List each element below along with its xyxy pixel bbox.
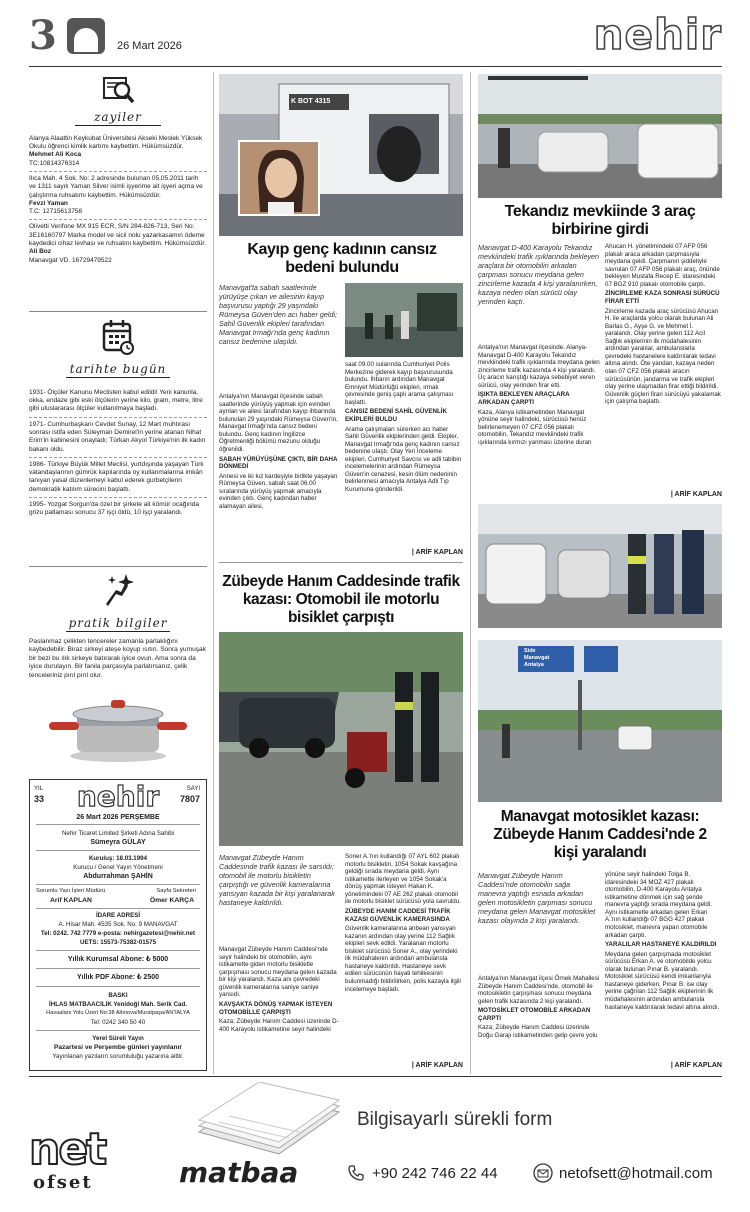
history-entry: 1971- Cumhurbaşkanı Cevdet Sunay, 12 Mart muhtırası sonrası istifa eden Süleyman Demirel'in yerine atanan Nihat Erim'in kabinesini onayladı; Türkan Akyol Türkiye'nin ilk kadın bakanı oldu.: [29, 417, 207, 454]
zayi-entry: Olivetti Verifone MX 915 ECR, S/N 284-826-713, Seri No: 3E16160797 Marka model ve sicil nolu yazarkasamın ödeme kaydedici cihaz levhası ve ruhsatını kaybettim. Hükümsüzdür. Ali Boz Manavgat VD. 16729479522: [29, 219, 207, 265]
sorumluluk-notu: Yayınlanan yazıların sorumluluğu yazarına aittir.: [52, 1053, 184, 1060]
story3-byline: | ARİF KAPLAN: [411, 1062, 463, 1069]
ad-brand-net: net: [29, 1124, 106, 1175]
baski-line-2: Havaalanı Yolu Üzeri No:38 Altınova/Muratpaşa/ANTALYA: [46, 1010, 190, 1016]
footer-rule: [29, 1076, 722, 1077]
baski-label: BASKI: [108, 992, 128, 999]
story1-lead: Manavgat'ta sabah saatlerinde yürüyüşe çıkan ve ailesinin kayıp başvurusu yaptığı 29 yaşındaki Rümeysa Güven'den acı haber geldi; Sahil Güvenlik ekipleri tarafından Manavgat Irmağı'nda genç kadının cansız bedenine ulaşıldı.: [219, 283, 338, 346]
history-entry: 1986- Türkiye Büyük Millet Meclisi, yurtdışında yaşayan Türk vatandaşlarının gümrük kapılarında oy kullanmalarına imkân tanıyan yasal düzenlemeyi kabul ederek gurbetçilerin demokratik katılım sürecini başlattı.: [29, 457, 207, 494]
zayi-entry: Ilıca Mah. 4 Sok. No: 2 adresinde bulunan 05.05.2011 tarih ve 1311 sayılı Yaman Silver isimli işyerime ait işyeri açma ve çalıştırma ruhsatımı kaybettim. Hükümsüzdür. Fevzi Yaman T.C: 12715613758: [29, 171, 207, 217]
zayiler-section: [29, 74, 207, 265]
ad-phone: +90 242 746 22 44: [372, 1165, 498, 1182]
idare-label: İDARE ADRESİ: [95, 912, 141, 919]
abone-kurumsal: Yıllık Kurumsal Abone: ₺ 5000: [67, 956, 169, 963]
baski-line-1: İHLAS MATBAACILIK Yenidoğl Mah. Serik Cad.: [49, 1001, 187, 1008]
history-entry: 1931- Ölçüler Kanunu Meclisten kabul edildi! Yeni kanunla, okka, endaze gibi eski ölçülerin yerine kilo, gram, metre, litre gibi uluslararası ölçüler kullanılmaya başladı.: [29, 388, 203, 413]
kurulus: Kuruluş: 18.03.1994: [88, 855, 148, 862]
story1-body-col2: saat 09.00 sularında Cumhuriyet Polis Merkezine giderek kayıp başvurusunda bulundu. İhbarın ardından Manavgat Emniyet Müdürlüğü ekipleri, ırmak çevresinde geniş çaplı arama çalışması başlattı. CANSIZ BEDENİ SAHİL GÜVENLİK EKİPLERİ BULDU Arama çalışmaları sürerken acı haber Sahil Güvenlik ekiplerinden geldi. Ekipler, Manavgat Irmağı'nda genç kadının cansız bedenine ulaştı. Olay Yeri İnceleme ekipleri, Cumhuriyet Savcısı ve adli tabibin incelemelerinin ardından Rümeysa Güven'in cenazesi, kesin ölüm nedeninin belirlenmesi amacıyla Antalya Adli Tıp Kurumuna gönderildi.: [345, 361, 462, 493]
header-rule: [29, 66, 722, 67]
boat-plate-text: K BOT 4315: [291, 98, 331, 105]
sorumlu-label: Sorumlu Yazı İşleri Müdürü: [36, 888, 106, 894]
yil-label: YIL: [34, 786, 44, 792]
tarihte-bugun-title: tarihte bugün: [66, 362, 170, 378]
story2-byline: | ARİF KAPLAN: [670, 491, 722, 498]
page-number-bubble-icon: [67, 18, 105, 54]
left-rule-2: [29, 566, 207, 567]
ad-banner: [29, 1080, 722, 1198]
issue-date: 26 Mart 2026: [117, 40, 182, 52]
zayi-entry: Alanya Alaattin Keykubat Üniversitesi Akseki Meslek Yüksek Okulu öğrenci kimlik kartımı kaybettim. Hükümsüzdür. Mehmet Ali Koca TC:10814376314: [29, 134, 203, 167]
pratik-bilgiler-text: Paslanmaz çelikten tencereler zamanla parlaklığını kaybedebilir. Biraz sirkeyi ateşe koyup ısıtın. Sonra yumuşak bir bezi bu ılık sirkeye batırarak iyice ovun. Ama sonra da iyice durulayın. Bir fanila parçasıyla parlatırsanız, çelik tenceleriniz pırıl pırıl olur.: [29, 637, 207, 679]
road-sign-text-3: Antalya: [524, 662, 544, 668]
story1-rule: [219, 562, 463, 563]
page-number: 3: [29, 12, 57, 59]
zayiler-title: zayiler: [75, 110, 161, 126]
story4-body-col1: Antalya'nın Manavgat ilçesi Örnek Mahallesi Zübeyde Hanım Caddesi'nde, otomobil ile motosikletin çarpışması sonucu meydana gelen trafik kazasında 2 kişi yaralandı. MOTOSİKLET OTOMOBİLE ARKADAN ÇARPTI Kaza; Zübeyde Hanım Caddesi üzerinde Doğu Garajı istikametinden gelip çevre yolu: [478, 975, 600, 1039]
story2-main-photo: [478, 74, 722, 198]
sayfa-name: Ömer KARÇA: [149, 897, 194, 904]
story2-lead: Manavgat D-400 Karayolu Tekandız mevkiindeki trafik ışıklarında bekleyen araçlara bir otomobilin arkadan çarpması sonucu meydana gelen zincirleme kazada 4 kişi yaralanırken, kazaya neden olan sürücü olay yerinden kaçtı.: [478, 243, 600, 306]
story4-lead: Manavgat Zübeyde Hanım Caddesi'nde otomobilin sağa manevra yaptığı esnada arkadan gelen motosikletin çarpması sonucu meydana gelen Manavgat motosiklet kazası olayında 2 kişi yaralandı.: [478, 871, 596, 925]
brand-logo: nehir: [593, 10, 722, 59]
road-sign-text-2: Manavgat: [524, 655, 550, 661]
story3-photo: [219, 632, 463, 846]
uets: UETS: 15573-75382-01575: [79, 939, 157, 946]
baski-tel: Tel: 0242 340 50 40: [90, 1019, 146, 1026]
pratik-bilgiler-section: [29, 572, 207, 764]
story1-body-col1: Antalya'nın Manavgat ilçesinde sabah saatlerinde yürüyüş yapmak için evinden ayrılan ve ailesi tarafından kayıp ihbarında bulunulan 29 yaşındaki Rümeysa Güven'in, Manavgat Irmağı'nda cansız bedeni bulundu. Genç kadının İngilizce Öğretmenliği bölümü mezunu olduğu öğrenildi. SABAH YÜRÜYÜŞÜNE ÇIKTI, BİR DAHA DÖNMEDİ Annesi ve iki kız kardeşiyle birlikte yaşayan Rümeysa Güven, sabah saat 06.00 sıralarında yürüyüş yapmak amacıyla evinden çıktı. Genç kadından haber alamayan ailesi,: [219, 393, 338, 510]
story4-byline: | ARİF KAPLAN: [670, 1062, 722, 1069]
col-divider-2: [470, 72, 471, 1074]
story4-headline: Manavgat motosiklet kazası: Zübeyde Hanım Caddesi'nde 2 kişi yaralandı: [493, 808, 707, 861]
story2-body-col1: Antalya'nın Manavgat ilçesinde, Alanya-Manavgat D-400 Karayolu Tekandız mevkiindeki trafik ışıklarında meydana gelen zincirleme trafik kazasında 4 kişi yaralandı. Üç aracın karıştığı kazaya sebebiyet veren sürücü, olay yerinden firar etti. IŞIKTA BEKLEYEN ARAÇLARA ARKADAN ÇARPTI Kaza, Alanya istikametinden Manavgat yönüne seyir halindeki, sürücüsü henüz belirlenemeyen 07 CFZ 056 plakalı otomobilin, Tekandız mevkiindeki trafik ışıklarında kırmızı yanması üzerine duran: [478, 344, 600, 446]
yil-value: 33: [34, 794, 45, 804]
calendar-icon: [101, 318, 135, 356]
col-divider-1: [213, 72, 214, 1074]
story3-lead: Manavgat Zübeyde Hanım Caddesinde trafik kazası ile sarsıldı; otomobil ile motorlu bisikletin çarpıştığı ve güvenlik kameralarına yansıyan kazada bir kişi yaralanarak hastaneye kaldırıldı.: [219, 853, 335, 907]
yerel-yayin: Yerel Süreli Yayın: [92, 1035, 144, 1042]
sayfa-label: Sayfa Sekreteri: [156, 888, 196, 894]
imprint-brand-logo: nehir: [76, 780, 160, 813]
tarihte-bugun-section: [29, 318, 207, 518]
story2-headline: Tekandız mevkiinde 3 araç birbirine girdi: [504, 203, 696, 238]
story3-body-col2: Soner A.'nın kullandığı 07 AYL 602 plakalı motorlu bisikletin, 1054 Sokak kavşağına geldiği sırada meydana geldi. Aynı istikamette ilerleyen ve 1054 Sokak'a dönüş yapmak isteyen Hakan K. yönetimindeki 07 AE 262 plakalı otomobil ile motorlu bisiklet sürücüsü yola savruldu. ZÜBEYDE HANIM CADDESİ TRAFİK KAZASI GÜVENLİK KAMERASINDA Güvenlik kameralarına anbean yansıyan kazanın ardından olay yerine 112 Sağlık ekipleri sevk edildi. Yaralanan motorlu bisiklet sürücüsü Soner A., olay yerindeki ilk müdahalenin ardından ambulansla hastaneye kaldırıldı. Hastaneye sevk edilen sürücünün hayati tehlikesinin bulunmadığı bildirilirken, polis kazayla ilgili incelemeye başladı.: [345, 853, 461, 993]
idare-address: A. Hisar Mah. 4535 Sok. No: 9 MANAVGAT: [58, 921, 178, 928]
tarihte-bugun-list: [29, 386, 207, 518]
story1-byline: | ARİF KAPLAN: [411, 549, 463, 556]
story1-portrait-photo: [238, 140, 320, 216]
yayin-gunleri: Pazartesi ve Perşembe günleri yayınlanır: [54, 1044, 182, 1051]
owner-name: Sümeyra GÜLAY: [90, 839, 146, 846]
owner-line: Nehir Ticaret Limited Şirketi Adına Sahibi: [61, 830, 175, 837]
abone-pdf: Yıllık PDF Abone: ₺ 2500: [77, 974, 159, 981]
left-rule-1: [29, 311, 207, 312]
page-header: [29, 10, 722, 70]
imprint-date: 26 Mart 2026 PERŞEMBE: [76, 814, 160, 821]
ad-brand-matbaa: matbaa: [179, 1156, 299, 1189]
story3-body-col1: Manavgat Zübeyde Hanım Caddesi'nde seyir halindeki bir otomobilin, aynı istikamette giden motorlu bisikletle çarpışması sonucu meydana gelen kazada bir kişi yaralandı. Kaza anı çevredeki güvenlik kameralarına saniye saniye yansıdı. KAVŞAKTA DÖNÜŞ YAPMAK İSTEYEN OTOMOBİLLE ÇARPIŞTI Kaza; Zübeyde Hanım Caddesi üzerinde D-400 Karayolu istikametine seyir halindeki: [219, 946, 339, 1033]
story4-photo: [478, 640, 722, 802]
magnifier-icon: [101, 74, 135, 104]
paper-stack-illustration: [189, 1082, 349, 1162]
sayi-value: 7807: [179, 794, 200, 804]
idare-tel: Tel: 0242. 742 7779 e-posta: nehirgazetesi@nehir.net: [40, 930, 196, 937]
sparkle-hand-icon: [98, 572, 138, 612]
pot-illustration: [43, 688, 193, 764]
story2-scene-photo: [478, 504, 722, 628]
ad-brand-ofset: ofset: [33, 1172, 93, 1193]
pratik-bilgiler-title: pratik bilgiler: [66, 616, 170, 632]
sayi-label: SAYI: [186, 786, 200, 792]
story2-body-col2: Ahucan H. yönetimindeki 07 AFP 056 plakalı araca arkadan çarpmasıyla meydana geldi. Çarpmanın şiddetiyle savrulan 07 AFP 056 plakalı araç, önünde bekleyen Mustafa Recep E. idaresindeki 07 BGZ 910 plakalı otomobile çarptı. ZİNCİRLEME KAZA SONRASI SÜRÜCÜ FİRAR ETTİ Zincirleme kazada araç sürücüsü Ahucan H. ile araçlarda yolcu olarak bulunan Ali Barlas G., Ayşe G. ve Mehmet İ. yaralandı. Olay yerine gelen 112 Acil Sağlık ekiplerinin ilk müdahalesinin ardından yaralılar, ambulanslarla çevredeki hastanelere kaldırılarak tedavi altına alındı. Öte yandan, kazaya neden olan 07 CFZ 056 plakalı aracın sürücüsünün, jandarma ve trafik ekipleri olay yerine ulaşmadan firar ettiği bildirildi. Güvenlik güçleri firari sürücüyü yakalamak için çalışma başlattı.: [605, 243, 721, 406]
story1-rescue-photo: [345, 283, 463, 357]
phone-icon: [347, 1164, 365, 1182]
ad-email: netofsett@hotmail.com: [559, 1165, 713, 1182]
imprint-box: [29, 779, 207, 1071]
story4-body-col2: yönüne seyir halindeki Tolga B. idaresindeki 34 MOZ 427 plakalı otomobilin, D-400 Karayolu Antalya istikametine dönmek için sağ şeride manevra yaptığı sırada meydana geldi. Aynı istikamette arkadan gelen Erkan A.'nın kullandığı 07 BGG 427 plakalı motosiklet, manevra yapan otomobile arkadan çarptı. YARALILAR HASTANEYE KALDIRILDI Meydana gelen çarpışmada motosiklet sürücüsü Erkan A. ve otomobilde yolcu olarak bulunan Pınar B. yaralandı. Motosiklet sürücüsü kendi imkanlarıyla hastaneye giderken, Pınar B. ise olay yerine çağrılan 112 Sağlık ekiplerinin ilk müdahalesinin ardından ambulansla hastaneye kaldırılarak tedavi altına alındı.: [605, 871, 720, 1011]
kurucu-label: Kurucu / Genel Yayın Yönetmeni: [73, 864, 163, 871]
story3-headline: Zübeyde Hanım Caddesinde trafik kazası: Otomobil ile motorlu bisiklet çarpıştı: [222, 573, 460, 626]
history-entry: 1995- Yozgat Sorgun'da özel bir şirkete ait kömür ocağında grizu patlaması sonucu 37 işçi öldü, 10 işçi yaralandı.: [29, 497, 207, 518]
road-sign-text-1: Side: [524, 648, 536, 654]
ad-headline: Bilgisayarlı sürekli form: [357, 1109, 553, 1130]
sorumlu-name: Arif KAPLAN: [50, 897, 92, 904]
story1-headline: Kayıp genç kadının cansız bedeni bulundu: [247, 241, 437, 276]
zayiler-list: [29, 132, 207, 265]
kurucu-name: Abdurrahman ŞAHİN: [83, 873, 153, 880]
email-icon: [533, 1163, 553, 1183]
